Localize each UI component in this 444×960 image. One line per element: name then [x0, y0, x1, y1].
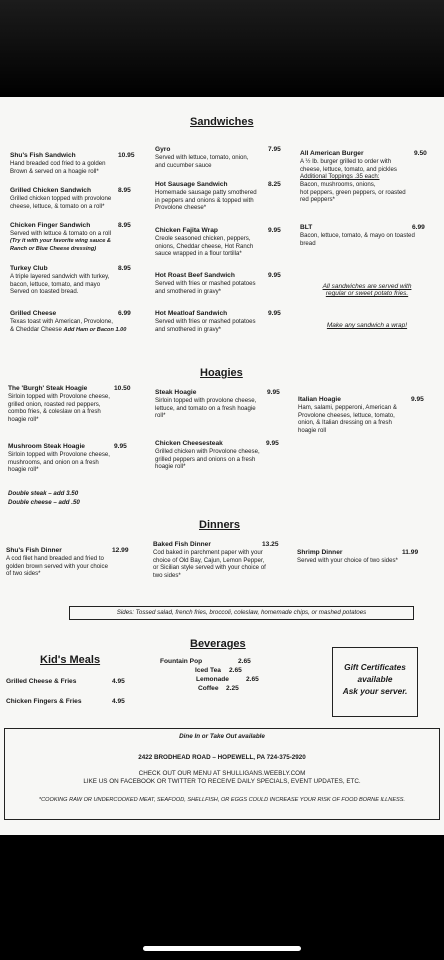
- beverage-price: 2.65: [229, 667, 242, 674]
- item-desc: Provolone cheese*: [155, 204, 207, 212]
- beverage-name: Lemonade: [196, 676, 229, 683]
- item-desc: red peppers*: [300, 196, 335, 204]
- item-desc: golden brown served with your choice: [6, 562, 108, 570]
- item-desc: A ½ lb. burger grilled to order with: [300, 158, 392, 166]
- item-desc: cheese, lettuce, & tomato on a roll*: [10, 202, 105, 210]
- toppings-label: Additional Toppings .35 each:: [300, 173, 380, 181]
- menu-item: [155, 181, 283, 212]
- item-price: 9.50: [414, 150, 427, 157]
- item-desc: Provolone cheeses, lettuce, tomato,: [298, 411, 395, 419]
- menu-item: [155, 440, 283, 471]
- item-desc: of two sides*: [6, 570, 41, 578]
- item-price: 13.25: [262, 541, 279, 548]
- item-name: Grilled Cheese: [10, 310, 57, 317]
- item-desc: hoagie roll*: [8, 415, 39, 423]
- item-price: 10.50: [114, 385, 131, 392]
- item-price: 8.95: [118, 265, 131, 272]
- item-desc: Served with lettuce, tomato, onion,: [155, 154, 249, 162]
- item-price: 9.95: [268, 310, 281, 317]
- kid-item-name: Grilled Cheese & Fries: [6, 678, 77, 685]
- sandwiches-title: Sandwiches: [190, 116, 254, 128]
- item-desc: bread: [300, 239, 316, 247]
- item-desc: Ham, salami, pepperoni, American &: [298, 404, 397, 412]
- extra-line: Double cheese – add .50: [8, 498, 80, 506]
- menu-item: [6, 547, 136, 578]
- menu-item: [300, 150, 430, 204]
- item-desc: Served on toasted bread.: [10, 288, 79, 296]
- item-name: Turkey Club: [10, 265, 48, 272]
- item-desc: Hand breaded cod fried to a golden: [10, 160, 106, 168]
- item-desc: and cucumber sauce: [155, 161, 212, 169]
- item-name: Chicken Cheesesteak: [155, 440, 223, 447]
- item-price: 6.99: [118, 310, 131, 317]
- item-addon: Add Ham or Bacon 1.00: [63, 326, 127, 333]
- item-desc: A cod filet hand breaded and fried to: [6, 555, 104, 563]
- item-name: Hot Roast Beef Sandwich: [155, 272, 235, 279]
- menu-item: [10, 152, 138, 175]
- item-desc: two sides*: [153, 571, 181, 579]
- wrap-note: Make any sandwich a wrap!: [326, 322, 408, 329]
- item-desc: in peppers and onions & topped with: [155, 196, 254, 204]
- item-name: BLT: [300, 224, 313, 231]
- item-desc: Grilled chicken with Provolone cheese,: [155, 448, 260, 456]
- item-price: 8.95: [118, 222, 131, 229]
- home-indicator[interactable]: [143, 946, 301, 951]
- item-price: 9.95: [268, 272, 281, 279]
- item-name: Shu's Fish Dinner: [6, 547, 62, 554]
- dinners-title: Dinners: [199, 519, 240, 531]
- item-price: 9.95: [268, 227, 281, 234]
- item-desc: Sirloin topped with Provolone cheese,: [8, 393, 110, 401]
- menu-item: [155, 146, 283, 169]
- beverage-price: 2.25: [226, 685, 239, 692]
- item-desc: Sirloin topped with provolone cheese,: [155, 397, 257, 405]
- menu-item: [10, 187, 138, 210]
- item-desc: grilled onion, roasted red peppers,: [8, 400, 101, 408]
- item-name: Steak Hoagie: [155, 389, 197, 396]
- menu-item: [155, 227, 283, 258]
- item-desc: and smothered in gravy*: [155, 325, 222, 333]
- fries-note: [303, 283, 431, 297]
- item-desc: Bacon, lettuce, tomato, & mayo on toasted: [300, 232, 415, 240]
- menu-item: [155, 310, 283, 333]
- menu-item: [8, 385, 138, 424]
- menu-item: [300, 224, 430, 247]
- item-price: 8.25: [268, 181, 281, 188]
- item-desc: choice of Old Bay, Cajun, Lemon Pepper,: [153, 556, 265, 564]
- beverage-price: 2.65: [238, 658, 251, 665]
- gift-line: Ask your server.: [342, 686, 408, 696]
- item-price: 10.95: [118, 152, 135, 159]
- item-desc: combo fries, & coleslaw on a fresh: [8, 408, 101, 416]
- item-desc: sauce wrapped in a flour tortilla*: [155, 250, 242, 258]
- item-name: Italian Hoagie: [298, 396, 341, 403]
- item-name: Chicken Finger Sandwich: [10, 222, 91, 229]
- food-warning: *COOKING RAW OR UNDERCOOKED MEAT, SEAFOOD, SHELLFISH, OR EGGS COULD INCREASE YOUR RISK OF FOOD BORNE ILLNESS.: [38, 797, 406, 803]
- item-name: Gyro: [155, 146, 171, 153]
- extra-line: Double steak – add 3.50: [8, 490, 79, 497]
- kid-item-price: 4.95: [112, 678, 125, 685]
- item-desc: Served with your choice of two sides*: [297, 557, 398, 565]
- item-price: 11.99: [402, 549, 419, 556]
- menu-item: [298, 396, 428, 435]
- item-note: Ranch or Blue Cheese dressing): [10, 245, 97, 252]
- item-desc: Served with fries or mashed potatoes: [155, 280, 256, 288]
- sides-box: [69, 606, 414, 620]
- item-desc: mushrooms, and onion on a fresh: [8, 458, 99, 466]
- item-name: Grilled Chicken Sandwich: [10, 187, 91, 194]
- beverage-name: Iced Tea: [195, 667, 221, 674]
- item-desc: Texas toast with American, Provolone,: [10, 318, 113, 326]
- menu-item: [155, 272, 283, 295]
- kid-item-name: Chicken Fingers & Fries: [6, 698, 82, 705]
- item-desc: or Sicilian style served with your choice of: [153, 564, 266, 572]
- beverage-name: Fountain Pop: [160, 658, 203, 665]
- kids-title: Kid's Meals: [40, 654, 101, 666]
- item-desc: and smothered in gravy*: [155, 287, 222, 295]
- menu-item: [297, 549, 427, 565]
- item-name: The 'Burgh' Steak Hoagie: [8, 385, 88, 392]
- item-name: All American Burger: [300, 150, 364, 157]
- address: 2422 BRODHEAD ROAD – HOPEWELL, PA 724-375-2920: [138, 754, 306, 761]
- item-desc: Grilled chicken topped with provolone: [10, 195, 112, 203]
- menu-item: [155, 389, 283, 420]
- item-price: 12.99: [112, 547, 129, 554]
- note-line: All sandwiches are served with: [322, 283, 412, 290]
- item-desc: Served with fries or mashed potatoes: [155, 318, 256, 326]
- item-desc: onion, & Italian dressing on a fresh: [298, 419, 392, 427]
- item-desc: grilled peppers and onions on a fresh: [155, 455, 256, 463]
- item-desc: roll*: [155, 412, 166, 420]
- item-name: Shu's Fish Sandwich: [10, 152, 76, 159]
- item-desc: lettuce, and tomato on a fresh hoagie: [155, 404, 256, 412]
- hoagies-title: Hoagies: [200, 367, 243, 379]
- item-desc: & Cheddar Cheese: [10, 325, 62, 333]
- gift-certificate-box: [332, 647, 418, 717]
- menu-item: [153, 541, 283, 580]
- item-desc: cheese, lettuce, tomato, and pickles: [300, 165, 397, 173]
- dine-in-note: Dine In or Take Out available: [179, 733, 265, 740]
- item-desc: hoagie roll: [298, 426, 327, 434]
- menu-page: [0, 97, 444, 835]
- item-desc: Homemade sausage patty smothered: [155, 189, 257, 197]
- menu-item: [10, 222, 138, 254]
- hoagie-extras: [8, 490, 138, 507]
- item-desc: hot peppers, green peppers, or roasted: [300, 188, 406, 196]
- item-desc: hoagie roll*: [155, 463, 186, 471]
- item-desc: Served with lettuce & tomato on a roll: [10, 230, 111, 238]
- item-price: 9.95: [114, 443, 127, 450]
- item-price: 9.95: [411, 396, 424, 403]
- menu-item: [8, 443, 138, 474]
- item-price: 9.95: [266, 440, 279, 447]
- item-desc: Creole seasoned chicken, peppers,: [155, 235, 251, 243]
- item-name: Hot Meatloaf Sandwich: [155, 310, 228, 317]
- item-desc: hoagie roll*: [8, 466, 39, 474]
- note-line: regular or sweet potato fries.: [325, 290, 409, 297]
- item-price: 6.99: [412, 224, 425, 231]
- item-price: 9.95: [267, 389, 280, 396]
- item-desc: Bacon, mushrooms, onions,: [300, 180, 376, 188]
- item-note: (Try it with your favorite wing sauce &: [10, 237, 111, 244]
- website-line: CHECK OUT OUR MENU AT SHULLIGANS.WEEBLY.COM: [138, 770, 306, 777]
- sides-text: Sides: Tossed salad, french fries, broccoli, coleslaw, homemade chips, or mashed potatoes: [116, 609, 367, 616]
- gift-line: available: [357, 674, 393, 684]
- item-desc: A triple layered sandwich with turkey,: [10, 273, 110, 281]
- beverage-name: Coffee: [198, 685, 219, 692]
- item-name: Chicken Fajita Wrap: [155, 227, 218, 234]
- beverages-title: Beverages: [190, 638, 246, 650]
- item-desc: Brown & served on a hoagie roll*: [10, 167, 99, 175]
- kid-item-price: 4.95: [112, 698, 125, 705]
- item-name: Baked Fish Dinner: [153, 541, 211, 548]
- social-line: LIKE US ON FACEBOOK OR TWITTER TO RECEIVE DAILY SPECIALS, EVENT UPDATES, ETC.: [83, 778, 361, 785]
- item-name: Mushroom Steak Hoagie: [8, 443, 85, 450]
- item-desc: Cod baked in parchment paper with your: [153, 549, 263, 557]
- item-desc: onions, Cheddar cheese, Hot Ranch: [155, 242, 254, 250]
- item-name: Shrimp Dinner: [297, 549, 343, 556]
- beverage-price: 2.65: [246, 676, 259, 683]
- item-price: 8.95: [118, 187, 131, 194]
- menu-item: [10, 265, 138, 296]
- gift-line: Gift Certificates: [344, 662, 406, 672]
- menu-item: [10, 310, 138, 334]
- photo-background: [0, 0, 444, 97]
- item-price: 7.95: [268, 146, 281, 153]
- item-desc: bacon, lettuce, tomato, and mayo: [10, 280, 101, 288]
- item-name: Hot Sausage Sandwich: [155, 181, 228, 188]
- item-desc: Sirloin topped with Provolone cheese,: [8, 451, 110, 459]
